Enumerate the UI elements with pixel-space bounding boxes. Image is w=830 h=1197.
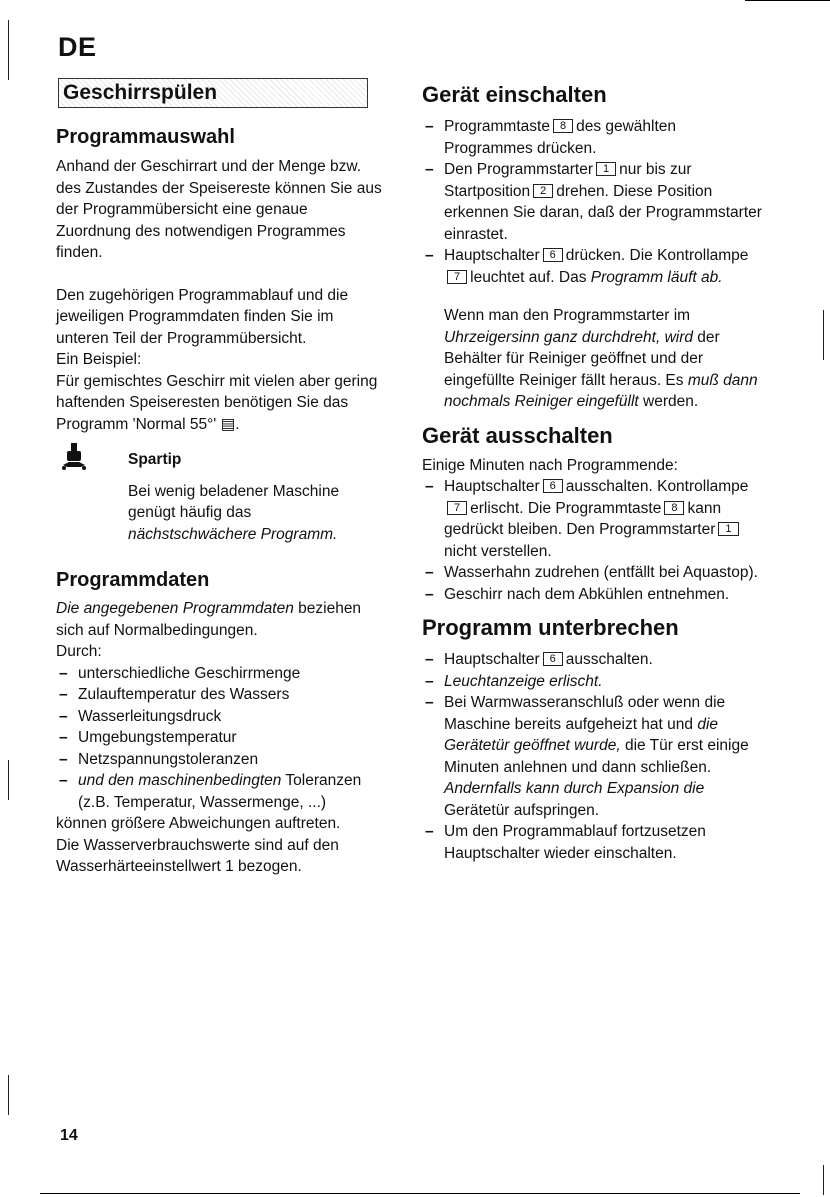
text-part: Den Programmstarter xyxy=(444,161,594,178)
programmdaten-closing: können größere Abweichungen auftreten. xyxy=(56,815,341,832)
text-part: der Behälter für Reiniger geöffnet und der eingefüllte Reiniger fällt heraus. Es xyxy=(444,328,720,389)
key-label: 8 xyxy=(664,501,684,515)
text-part: Bei Warmwasseranschluß oder wenn die Maschine bereits aufgeheizt hat und xyxy=(444,694,726,733)
spartip-text xyxy=(128,502,386,545)
text-part: muß dann nochmals Reiniger eingefüllt xyxy=(444,371,758,410)
spartip-text-part: nächstschwächere Programm. xyxy=(128,525,338,543)
text-part: Programm läuft ab. xyxy=(590,268,723,286)
list-item xyxy=(422,649,767,671)
list-item-part: Toleranzen (z.B. Temperatur, Wassermenge, ...) xyxy=(78,772,362,811)
text-part: Uhrzeigersinn ganz durchdreht, wird xyxy=(444,328,693,346)
list-item: – Leuchtanzeige erlischt. xyxy=(422,671,767,693)
ausschalten-list xyxy=(422,476,767,605)
key-label: 6 xyxy=(543,248,563,262)
einschalten-heading: Gerät einschalten xyxy=(422,82,607,107)
key-label: 2 xyxy=(533,184,553,198)
text-part: die Gerätetür geöffnet wurde, xyxy=(444,715,719,754)
key-label: 7 xyxy=(447,501,467,515)
left-column xyxy=(56,78,386,878)
list-item: – Zulauftemperatur des Wassers xyxy=(56,684,386,706)
text-part: ausschalten. xyxy=(565,651,653,668)
text-part: nicht verstellen. xyxy=(444,542,552,560)
programmauswahl-paragraph: Anhand der Geschirrart und der Menge bzw. des Zustandes der Speisereste können Sie aus der Programmübersicht eine genaue Zuordnung des notwendigen Programmes finden. xyxy=(56,158,382,261)
key-label: 7 xyxy=(447,270,467,284)
ausschalten-heading: Gerät ausschalten xyxy=(422,422,613,448)
text-part: nur bis zur Startposition xyxy=(444,161,692,200)
list-item xyxy=(422,159,767,245)
list-item: – Wasserhahn zudrehen (entfällt bei Aquastop). xyxy=(422,562,767,584)
key-label: 8 xyxy=(553,119,573,133)
text-part: werden. xyxy=(643,393,699,410)
left-margin-line xyxy=(8,20,9,80)
text-part: leuchtet auf. Das xyxy=(470,268,587,286)
text-part: Andernfalls kann durch Expansion die xyxy=(444,780,705,797)
text-part: des gewählten Programmes drücken. xyxy=(444,118,677,157)
spartip-block xyxy=(56,449,386,545)
text-part: Hauptschalter xyxy=(444,651,540,668)
text-part: Wenn man den Programmstarter im xyxy=(444,307,691,324)
page-number: 14 xyxy=(60,1127,78,1144)
deviation-list xyxy=(56,663,386,814)
text-part: drücken. Die Kontrollampe xyxy=(565,247,749,264)
list-item: – Netzspannungstoleranzen xyxy=(56,749,386,771)
einschalten-list xyxy=(422,116,767,288)
spartip-text: Bei wenig beladener Maschine xyxy=(128,482,340,500)
right-column xyxy=(422,78,767,864)
text-part: Gerätetür aufspringen. xyxy=(444,801,600,819)
unterbrechen-list xyxy=(422,649,767,864)
key-label: 1 xyxy=(718,522,738,536)
key-label: 1 xyxy=(596,162,616,176)
right-margin-line xyxy=(823,1165,824,1195)
list-item xyxy=(56,770,386,813)
bottom-rule xyxy=(40,1193,800,1194)
programmauswahl-paragraph: Ein Beispiel: xyxy=(56,351,142,368)
list-item: – Geschirr nach dem Abkühlen entnehmen. xyxy=(422,584,767,606)
programmauswahl-heading: Programmauswahl xyxy=(56,126,235,148)
text-part: drehen. Diese Position erkennen Sie daran, daß der Programmstarter einrastet. xyxy=(444,182,762,243)
key-label: 6 xyxy=(543,479,563,493)
spartip-text-part: genügt häufig das xyxy=(128,504,252,521)
list-item xyxy=(422,476,767,562)
durch-label: Durch: xyxy=(56,643,102,660)
key-label: 6 xyxy=(543,652,563,666)
list-item xyxy=(422,245,767,288)
programmauswahl-paragraph: Den zugehörigen Programmablauf und die jeweiligen Programmdaten finden Sie im unteren Teil der Programmübersicht. xyxy=(56,286,349,347)
list-item: – Umgebungstemperatur xyxy=(56,727,386,749)
list-item: – Wasserleitungsdruck xyxy=(56,706,386,728)
top-rule xyxy=(745,0,830,1)
left-margin-line xyxy=(8,760,9,800)
programmdaten-heading: Programmdaten xyxy=(56,569,210,591)
programmdaten-closing: Die Wasserverbrauchswerte sind auf den Wasserhärteeinstellwert 1 bezogen. xyxy=(56,836,339,875)
programmdaten-text-part: beziehen sich auf Normalbedingungen. xyxy=(56,600,362,639)
text-part: ausschalten. Kontrollampe xyxy=(565,478,749,495)
text-part: Hauptschalter xyxy=(444,478,540,495)
list-item: – unterschiedliche Geschirrmenge xyxy=(56,663,386,685)
water-tap-icon xyxy=(60,443,92,477)
unterbrechen-heading: Programm unterbrechen xyxy=(422,615,679,640)
text-part: Hauptschalter xyxy=(444,247,540,264)
programmauswahl-paragraph: Für gemischtes Geschirr mit vielen aber gering haftenden Speiseresten benötigen Sie das Programm 'Normal 55°' ▤. xyxy=(56,372,378,433)
list-item xyxy=(422,116,767,159)
spartip-title: Spartip xyxy=(128,451,182,468)
einschalten-paragraph xyxy=(422,305,767,413)
section-heading-box: Geschirrspülen xyxy=(58,78,368,108)
text-part: Programmtaste xyxy=(444,118,550,135)
list-item-part: und den maschinenbedingten xyxy=(78,772,282,789)
text-part: die Tür erst einige Minuten anlehnen und dann schließen. xyxy=(444,737,749,776)
programmdaten-text-part: Die angegebenen Programmdaten xyxy=(56,600,294,617)
ausschalten-intro: Einige Minuten nach Programmende: xyxy=(422,456,678,474)
language-label: DE xyxy=(58,32,97,62)
list-item xyxy=(422,692,767,821)
right-margin-line xyxy=(823,310,824,360)
text-part: erlischt. Die Programmtaste xyxy=(470,499,662,517)
left-margin-line xyxy=(8,1075,9,1115)
programmdaten-paragraph xyxy=(56,598,386,641)
text-part: kann gedrückt bleiben. Den Programmstarter xyxy=(444,499,722,538)
list-item: – Um den Programmablauf fortzusetzen Hauptschalter wieder einschalten. xyxy=(422,821,767,864)
